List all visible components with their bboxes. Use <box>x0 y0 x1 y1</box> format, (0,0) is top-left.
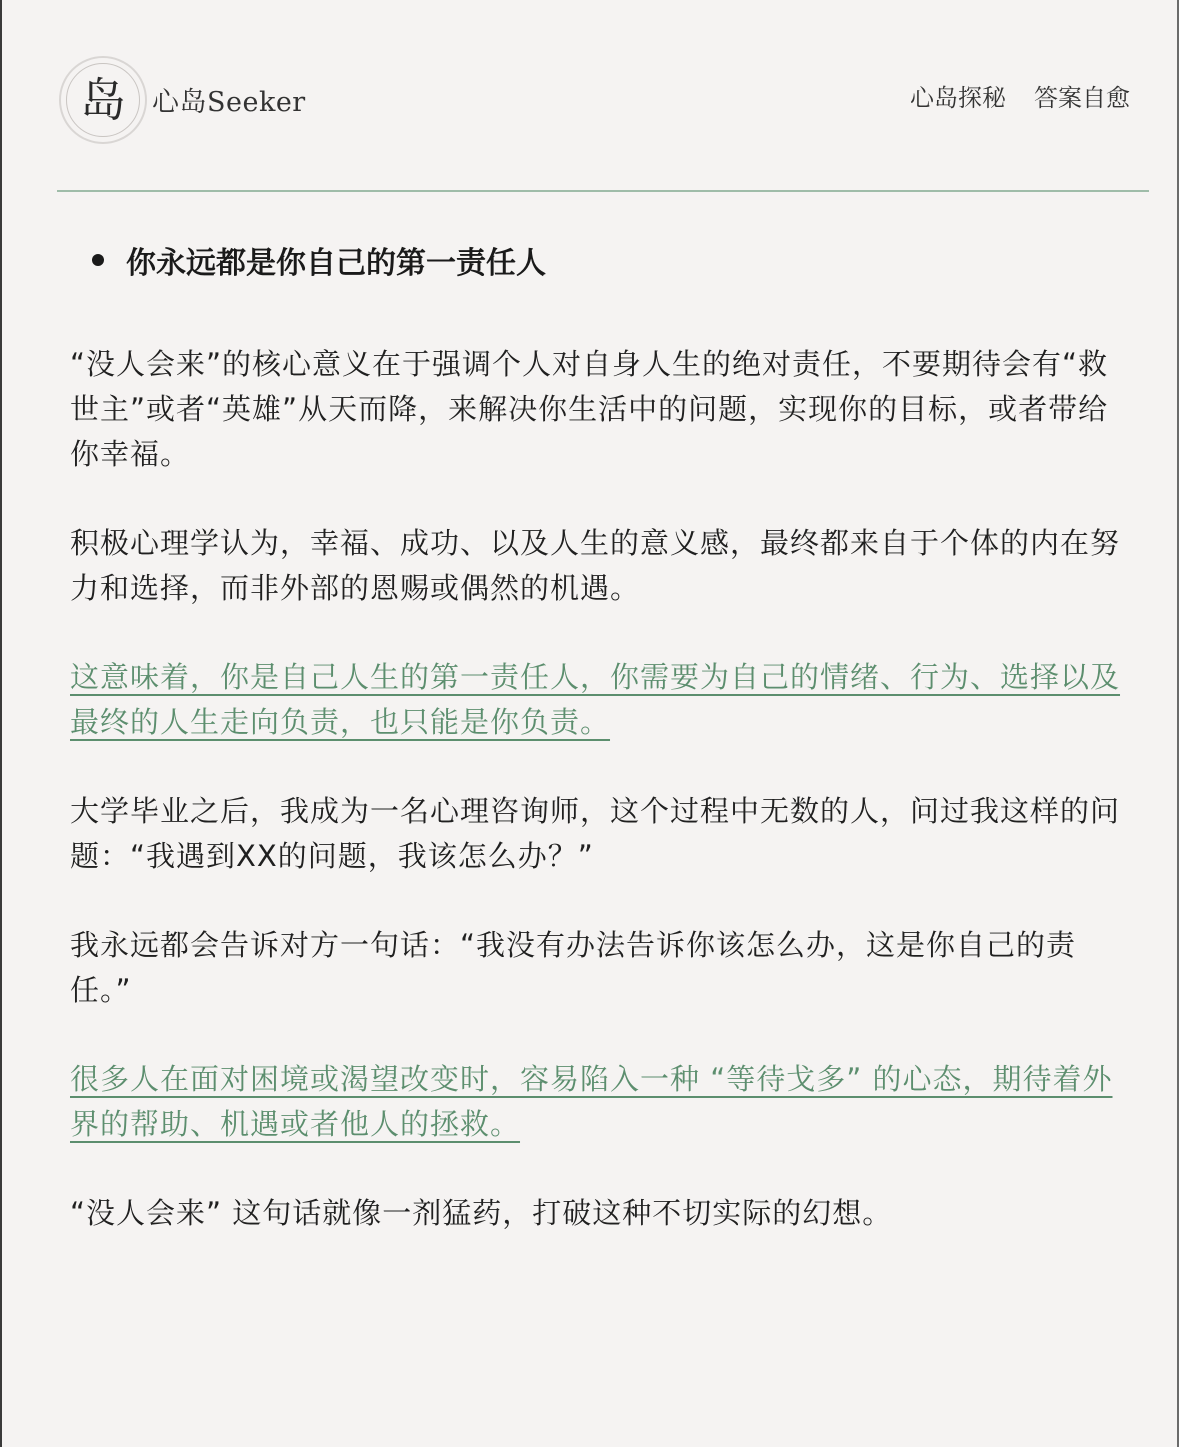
bullet-icon <box>92 254 104 266</box>
highlighted-text: 这意味着，你是自己人生的第一责任人，你需要为自己的情绪、行为、选择以及最终的人生走向负责，也只能是你负责。 <box>70 660 1121 739</box>
left-border <box>0 0 2 1447</box>
paragraph: 我永远都会告诉对方一句话：“我没有办法告诉你该怎么办，这是你自己的责任。” <box>70 928 1077 1007</box>
article-body <box>70 232 1136 1280</box>
highlighted-paragraph <box>70 655 1136 745</box>
top-nav <box>910 78 1130 113</box>
paragraph: 大学毕业之后，我成为一名心理咨询师，这个过程中无数的人，问过我这样的问题：“我遇到XX的问题，我该怎么办？” <box>70 794 1121 873</box>
header <box>0 0 1179 192</box>
nav-item-answers[interactable]: 答案自愈 <box>1034 84 1130 112</box>
section-heading-text: 你永远都是你自己的第一责任人 <box>126 246 546 281</box>
section-heading <box>70 232 1136 288</box>
highlighted-text: 很多人在面对困境或渴望改变时，容易陷入一种 “等待戈多” 的心态，期待着外界的帮助、机遇或者他人的拯救。 <box>70 1062 1113 1141</box>
nav-item-explore[interactable]: 心岛探秘 <box>910 84 1006 112</box>
paragraph: 积极心理学认为，幸福、成功、以及人生的意义感，最终都来自于个体的内在努力和选择，而非外部的恩赐或偶然的机遇。 <box>70 526 1121 605</box>
logo[interactable] <box>59 56 147 144</box>
highlighted-paragraph <box>70 1057 1136 1147</box>
paragraph: “没人会来”的核心意义在于强调个人对自身人生的绝对责任，不要期待会有“救世主”或者“英雄”从天而降，来解决你生活中的问题，实现你的目标，或者带给你幸福。 <box>70 347 1109 471</box>
brand-name[interactable]: 心岛Seeker <box>152 87 306 118</box>
header-divider <box>57 190 1149 192</box>
paragraph: “没人会来” 这句话就像一剂猛药，打破这种不切实际的幻想。 <box>70 1196 893 1230</box>
logo-glyph: 岛 <box>66 63 140 137</box>
